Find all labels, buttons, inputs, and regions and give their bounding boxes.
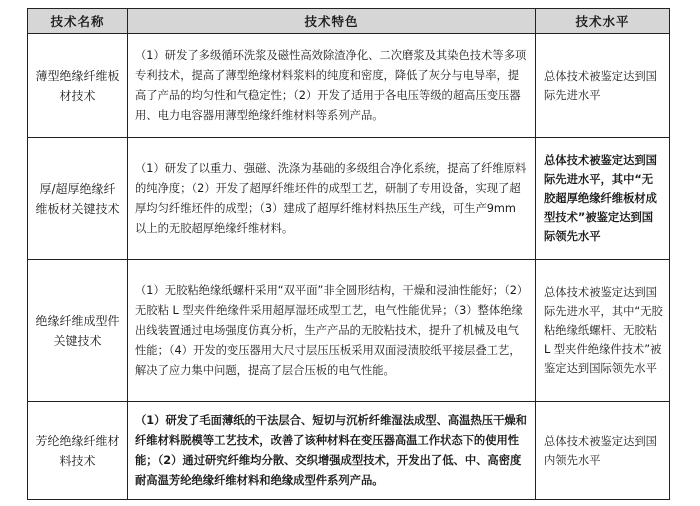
tech-name-cell: 芳纶绝缘纤维材料技术 xyxy=(28,402,128,500)
table-row xyxy=(28,402,670,500)
header-tech-level: 技术水平 xyxy=(536,9,670,34)
tech-name-cell: 绝缘纤维成型件关键技术 xyxy=(28,260,128,402)
tech-feature-cell: （1）无胶粘绝缘纸螺杆采用“双平面”非全圆形结构，干燥和浸油性能好；（2）无胶粘 L 型夹件绝缘件采用超厚湿坯成型工艺，电气性能优异；（3）整体绝缘出线装置通过电场强度仿真分析，生产产品的无胶粘技术，提升了机械及电气性能；（4）开发的变压器用大尺寸层压压板采用双面浸渍胶纸平接层叠工艺，解决了应力集中问题，提高了层合压板的电气性能。 xyxy=(128,260,536,402)
tech-level-cell: 总体技术被鉴定达到国内领先水平 xyxy=(536,402,670,500)
table-header-row xyxy=(28,9,670,34)
technology-table xyxy=(27,8,670,500)
tech-feature-cell: （1）研发了多级循环洗浆及磁性高效除渣净化、二次磨浆及其染色技术等多项专利技术，提高了薄型绝缘材料浆料的纯度和密度，降低了灰分与电导率，提高了产品的均匀性和气稳定性；（2）开发了适用于各电压等级的超高压变压器用、电力电容器用薄型绝缘纤维材料等系列产品。 xyxy=(128,34,536,138)
technology-table-container xyxy=(27,8,669,498)
table-row xyxy=(28,34,670,138)
tech-level-cell: 总体技术被鉴定达到国际先进水平，其中“无胶粘绝缘纸螺杆、无胶粘 L 型夹件绝缘件技术”被鉴定达到国际领先水平 xyxy=(536,260,670,402)
header-tech-feature: 技术特色 xyxy=(128,9,536,34)
tech-name-cell: 薄型绝缘纤维板材技术 xyxy=(28,34,128,138)
tech-level-cell: 总体技术被鉴定达到国际先进水平 xyxy=(536,34,670,138)
header-tech-name: 技术名称 xyxy=(28,9,128,34)
table-row xyxy=(28,260,670,402)
tech-feature-cell: （1）研发了以重力、强磁、洗涤为基础的多级组合净化系统，提高了纤维原料的纯净度；（2）开发了超厚纤维坯件的成型工艺，研制了专用设备，实现了超厚均匀纤维坯件的成型；（3）建成了超厚纤维材料热压生产线，可生产9mm 以上的无胶超厚绝缘纤维材料。 xyxy=(128,138,536,260)
table-row xyxy=(28,138,670,260)
tech-feature-cell: （1）研发了毛面薄纸的干法层合、短切与沉析纤维湿法成型、高温热压干燥和纤维材料脱模等工艺技术，改善了该种材料在变压器高温工作状态下的使用性能；（2）通过研究纤维均分散、交织增强成型技术，开发出了低、中、高密度耐高温芳纶绝缘纤维材料和绝缘成型件系列产品。 xyxy=(128,402,536,500)
tech-name-cell: 厚/超厚绝缘纤维板材关键技术 xyxy=(28,138,128,260)
tech-level-cell: 总体技术被鉴定达到国际先进水平，其中“无胶超厚绝缘纤维板材成型技术”被鉴定达到国际领先水平 xyxy=(536,138,670,260)
